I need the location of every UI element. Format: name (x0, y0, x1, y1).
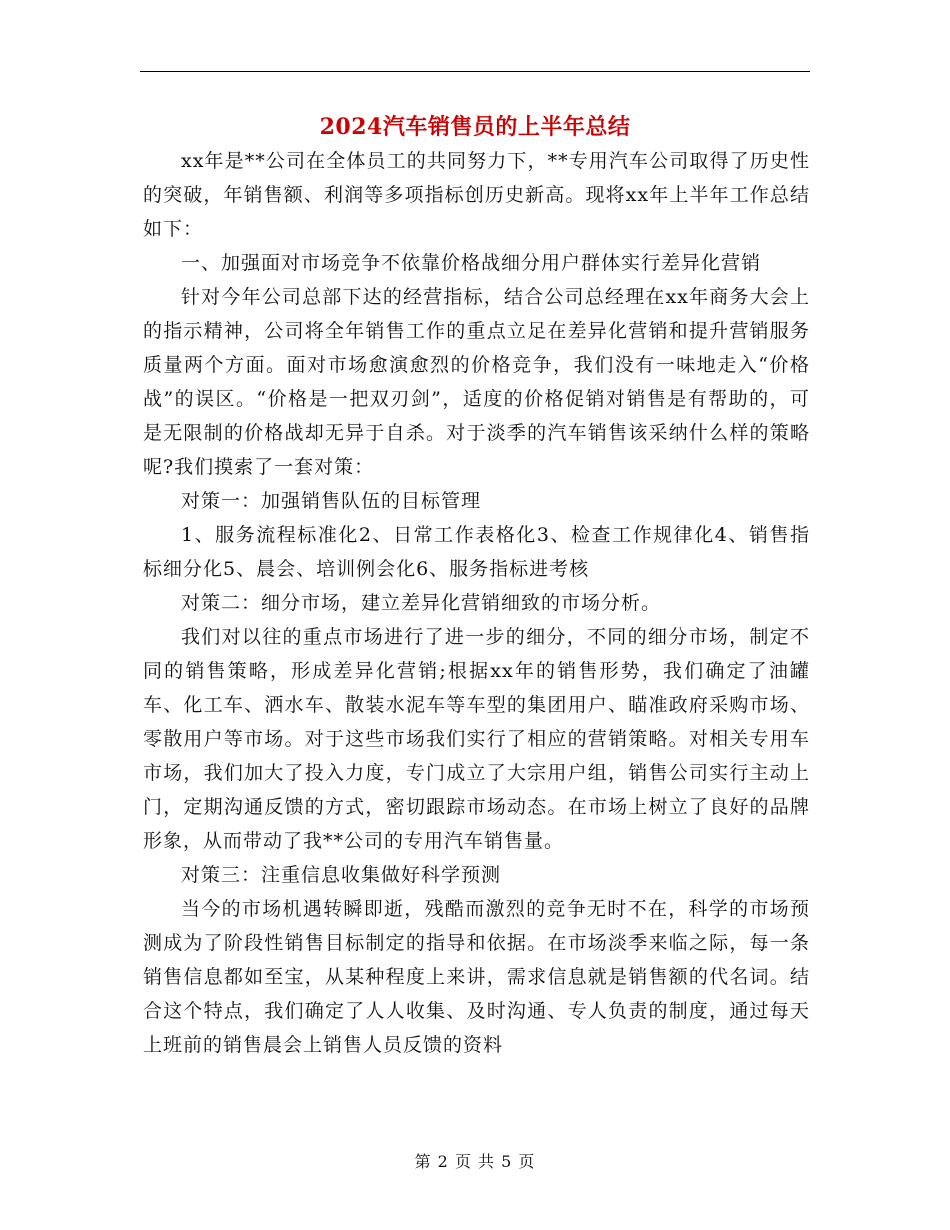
paragraph-strategy-overview: 针对今年公司总部下达的经营指标，结合公司总经理在xx年商务大会上的指示精神，公司将全年销售工作的重点立足在差异化营销和提升营销服务质量两个方面。面对市场愈演愈烈的价格竞争，我们没有一味地走入“价格战”的误区。“价格是一把双刃剑”，适度的价格促销对销售是有帮助的，可是无限制的价格战却无异于自杀。对于淡季的汽车销售该采纳什么样的策略呢?我们摸索了一套对策： (143, 286, 810, 478)
strategy-2-heading: 对策二：细分市场，建立差异化营销细致的市场分析。 (181, 592, 662, 614)
strategy-2-body: 我们对以往的重点市场进行了进一步的细分，不同的细分市场，制定不同的销售策略，形成差异化营销;根据xx年的销售形势，我们确定了油罐车、化工车、洒水车、散装水泥车等车型的集团用户、瞄准政府采购市场、零散用户等市场。对于这些市场我们实行了相应的营销策略。对相关专用车市场，我们加大了投入力度，专门成立了大宗用户组，销售公司实行主动上门，定期沟通反馈的方式，密切跟踪市场动态。在市场上树立了良好的品牌形象，从而带动了我**公司的专用汽车销售量。 (143, 626, 810, 852)
page-number-footer: 第 2 页 共 5 页 (414, 1152, 536, 1171)
document-title: 2024汽车销售员的上半年总结 (319, 114, 631, 140)
strategy-3-body: 当今的市场机遇转瞬即逝，残酷而激烈的竞争无时不在，科学的市场预测成为了阶段性销售目标制定的指导和依据。在市场淡季来临之际，每一条销售信息都如至宝，从某种程度上来讲，需求信息就是销售额的代名词。结合这个特点，我们确定了人人收集、及时沟通、专人负责的制度，通过每天上班前的销售晨会上销售人员反馈的资料 (143, 898, 810, 1056)
strategy-3-heading: 对策三：注重信息收集做好科学预测 (181, 864, 502, 886)
header-rule (140, 71, 810, 72)
strategy-1-items: 1、服务流程标准化2、日常工作表格化3、检查工作规律化4、销售指标细分化5、晨会、培训例会化6、服务指标进考核 (143, 524, 810, 580)
paragraph-intro: xx年是**公司在全体员工的共同努力下，**专用汽车公司取得了历史性的突破，年销售额、利润等多项指标创历史新高。现将xx年上半年工作总结如下： (143, 150, 810, 240)
strategy-1-heading: 对策一：加强销售队伍的目标管理 (181, 490, 482, 512)
section-heading-1: 一、加强面对市场竞争不依靠价格战细分用户群体实行差异化营销 (181, 252, 762, 274)
document-body (143, 144, 810, 1062)
